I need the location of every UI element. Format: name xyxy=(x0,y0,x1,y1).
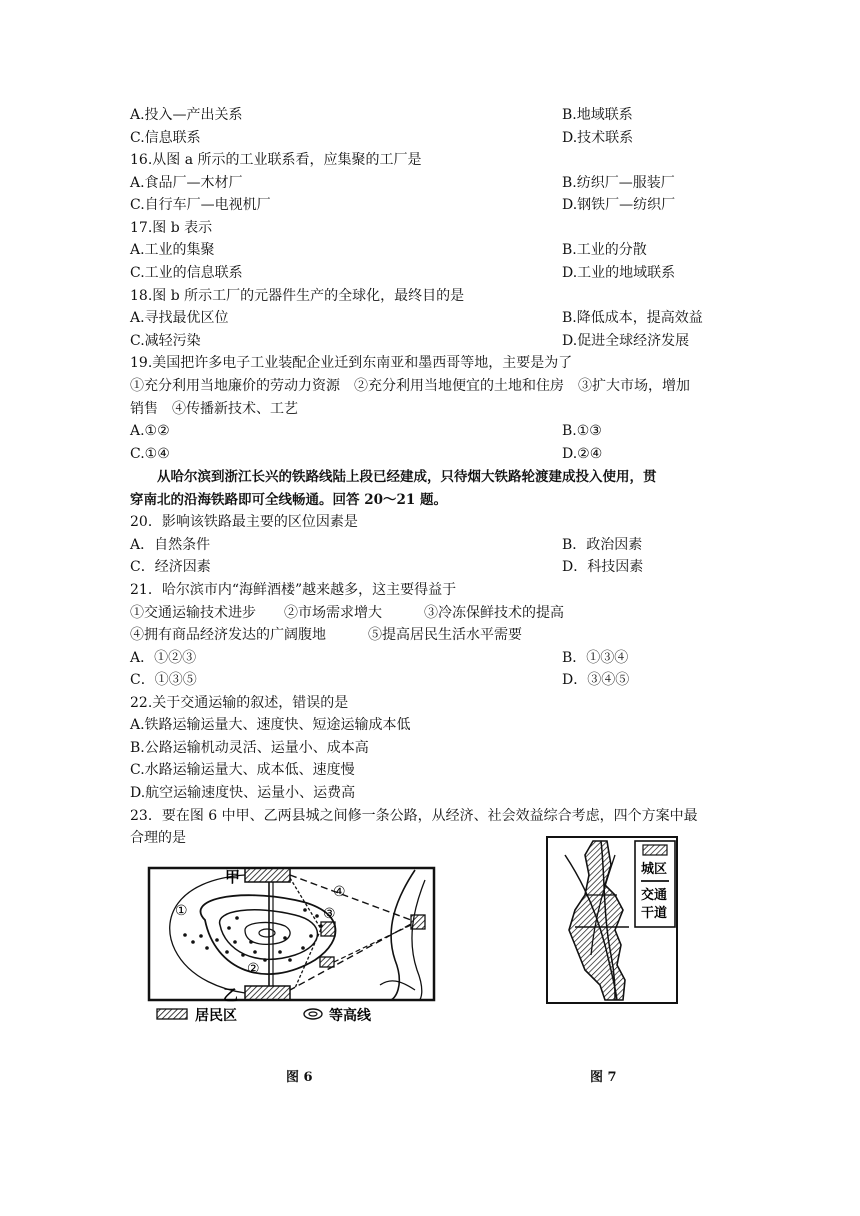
option-line xyxy=(130,443,740,465)
option-c: C．经济因素 xyxy=(130,559,211,575)
option-b: B.纺织厂—服装厂 xyxy=(562,175,675,191)
question-16: 16.从图 a 所示的工业联系看，应集聚的工厂是 xyxy=(130,152,422,168)
town-yi-block xyxy=(245,986,290,1000)
legend-road-label-1: 交通 xyxy=(641,888,668,903)
option-a: A．自然条件 xyxy=(130,537,211,553)
option-d: D．③④⑤ xyxy=(562,672,630,688)
figure-6-map xyxy=(145,860,440,1025)
question-23: 23．要在图 6 中甲、乙两县城之间修一条公路，从经济、社会效益综合考虑，四个方案中最 xyxy=(130,808,698,824)
figure-7-caption: 图 7 xyxy=(590,1070,617,1085)
option-a: A.食品厂—木材厂 xyxy=(130,175,243,191)
route-1 xyxy=(170,875,245,993)
route-3 xyxy=(290,878,321,988)
option-c: C.自行车厂—电视机厂 xyxy=(130,197,271,213)
route-label-3: ③ xyxy=(323,906,336,922)
option-line xyxy=(130,420,740,442)
option-d: D.钢铁厂—纺织厂 xyxy=(562,197,676,213)
option-c: C.信息联系 xyxy=(130,130,201,146)
legend-contour-icon xyxy=(304,1009,322,1019)
route-4-branch xyxy=(334,925,411,962)
option-a: A.投入—产出关系 xyxy=(130,107,243,123)
route-label-2: ② xyxy=(247,961,260,977)
village-block xyxy=(321,922,335,936)
question-21-statements-cont: ④拥有商品经济发达的广阔腹地 ⑤提高居民生活水平需要 xyxy=(130,627,522,643)
route-4 xyxy=(290,875,411,990)
option-c: C.减轻污染 xyxy=(130,333,201,349)
question-18: 18.图 b 所示工厂的元器件生产的全球化，最终目的是 xyxy=(130,288,465,304)
option-a: A.铁路运输运量大、速度快、短途运输成本低 xyxy=(130,717,411,733)
question-23-cont: 合理的是 xyxy=(130,830,186,846)
question-19-statements: ①充分利用当地廉价的劳动力资源 ②充分利用当地便宜的土地和住房 ③扩大市场，增加 xyxy=(130,378,690,394)
option-b: B.降低成本，提高效益 xyxy=(562,310,703,326)
option-line xyxy=(130,239,740,261)
option-c: C.①④ xyxy=(130,446,170,462)
figure-7-map xyxy=(545,835,680,1005)
option-line xyxy=(130,556,740,578)
village-block xyxy=(411,915,425,929)
option-b: B．①③④ xyxy=(562,650,629,666)
passage-railway-cont: 穿南北的沿海铁路即可全线畅通。回答 20～21 题。 xyxy=(130,492,447,508)
legend-road-label-2: 干道 xyxy=(641,906,668,921)
route-label-1: ① xyxy=(175,903,188,919)
option-a: A.工业的集聚 xyxy=(130,242,215,258)
option-line xyxy=(130,669,740,691)
option-line xyxy=(130,172,740,194)
option-c: C.水路运输运量大、成本低、速度慢 xyxy=(130,762,355,778)
question-20: 20．影响该铁路最主要的区位因素是 xyxy=(130,514,358,530)
option-line xyxy=(130,647,740,669)
village-block xyxy=(320,957,334,967)
option-b: B.公路运输机动灵活、运量小、成本高 xyxy=(130,740,369,756)
town-jia-label: 甲 xyxy=(225,868,241,886)
contour-line-outer xyxy=(201,895,336,974)
option-b: B.①③ xyxy=(562,423,602,439)
legend-city-swatch xyxy=(643,845,667,855)
question-19-statements-cont: 销售 ④传播新技术、工艺 xyxy=(130,401,298,417)
legend-residential-swatch xyxy=(157,1009,187,1019)
option-d: D.②④ xyxy=(562,446,603,462)
option-d: D.工业的地域联系 xyxy=(562,265,676,281)
town-jia-block xyxy=(245,868,290,882)
river-line xyxy=(412,880,425,1000)
option-line xyxy=(130,534,740,556)
question-19: 19.美国把许多电子工业装配企业迁到东南亚和墨西哥等地，主要是为了 xyxy=(130,355,573,371)
option-line xyxy=(130,194,740,216)
legend-contour-label: 等高线 xyxy=(329,1008,371,1024)
figure-6-caption: 图 6 xyxy=(286,1070,313,1085)
option-c: C.工业的信息联系 xyxy=(130,265,243,281)
option-d: D.技术联系 xyxy=(562,130,634,146)
question-22: 22.关于交通运输的叙述，错误的是 xyxy=(130,695,349,711)
question-21-statements: ①交通运输技术进步 ②市场需求增大 ③冷冻保鲜技术的提高 xyxy=(130,605,564,621)
option-line xyxy=(130,127,740,149)
option-b: B.地域联系 xyxy=(562,107,633,123)
option-line xyxy=(130,262,740,284)
passage-railway: 从哈尔滨到浙江长兴的铁路线陆上段已经建成，只待烟大铁路轮渡建成投入使用，贯 xyxy=(130,469,657,485)
question-17: 17.图 b 表示 xyxy=(130,220,213,236)
option-a: A.寻找最优区位 xyxy=(130,310,229,326)
option-c: C．①③⑤ xyxy=(130,672,197,688)
legend-city-label: 城区 xyxy=(641,862,668,877)
route-label-4: ④ xyxy=(333,884,346,900)
town-yi-label: 乙 xyxy=(223,986,239,1004)
option-d: D.促进全球经济发展 xyxy=(562,333,690,349)
vegetation-dots xyxy=(183,908,323,962)
option-line xyxy=(130,307,740,329)
question-21: 21．哈尔滨市内“海鲜酒楼”越来越多，这主要得益于 xyxy=(130,582,457,598)
option-b: B.工业的分散 xyxy=(562,242,647,258)
option-d: D.航空运输速度快、运量小、运费高 xyxy=(130,785,356,801)
option-d: D．科技因素 xyxy=(562,559,644,575)
option-line xyxy=(130,330,740,352)
option-line xyxy=(130,104,740,126)
option-a: A.①② xyxy=(130,423,170,439)
option-b: B．政治因素 xyxy=(562,537,643,553)
legend-residential-label: 居民区 xyxy=(195,1008,237,1024)
option-a: A．①②③ xyxy=(130,650,197,666)
